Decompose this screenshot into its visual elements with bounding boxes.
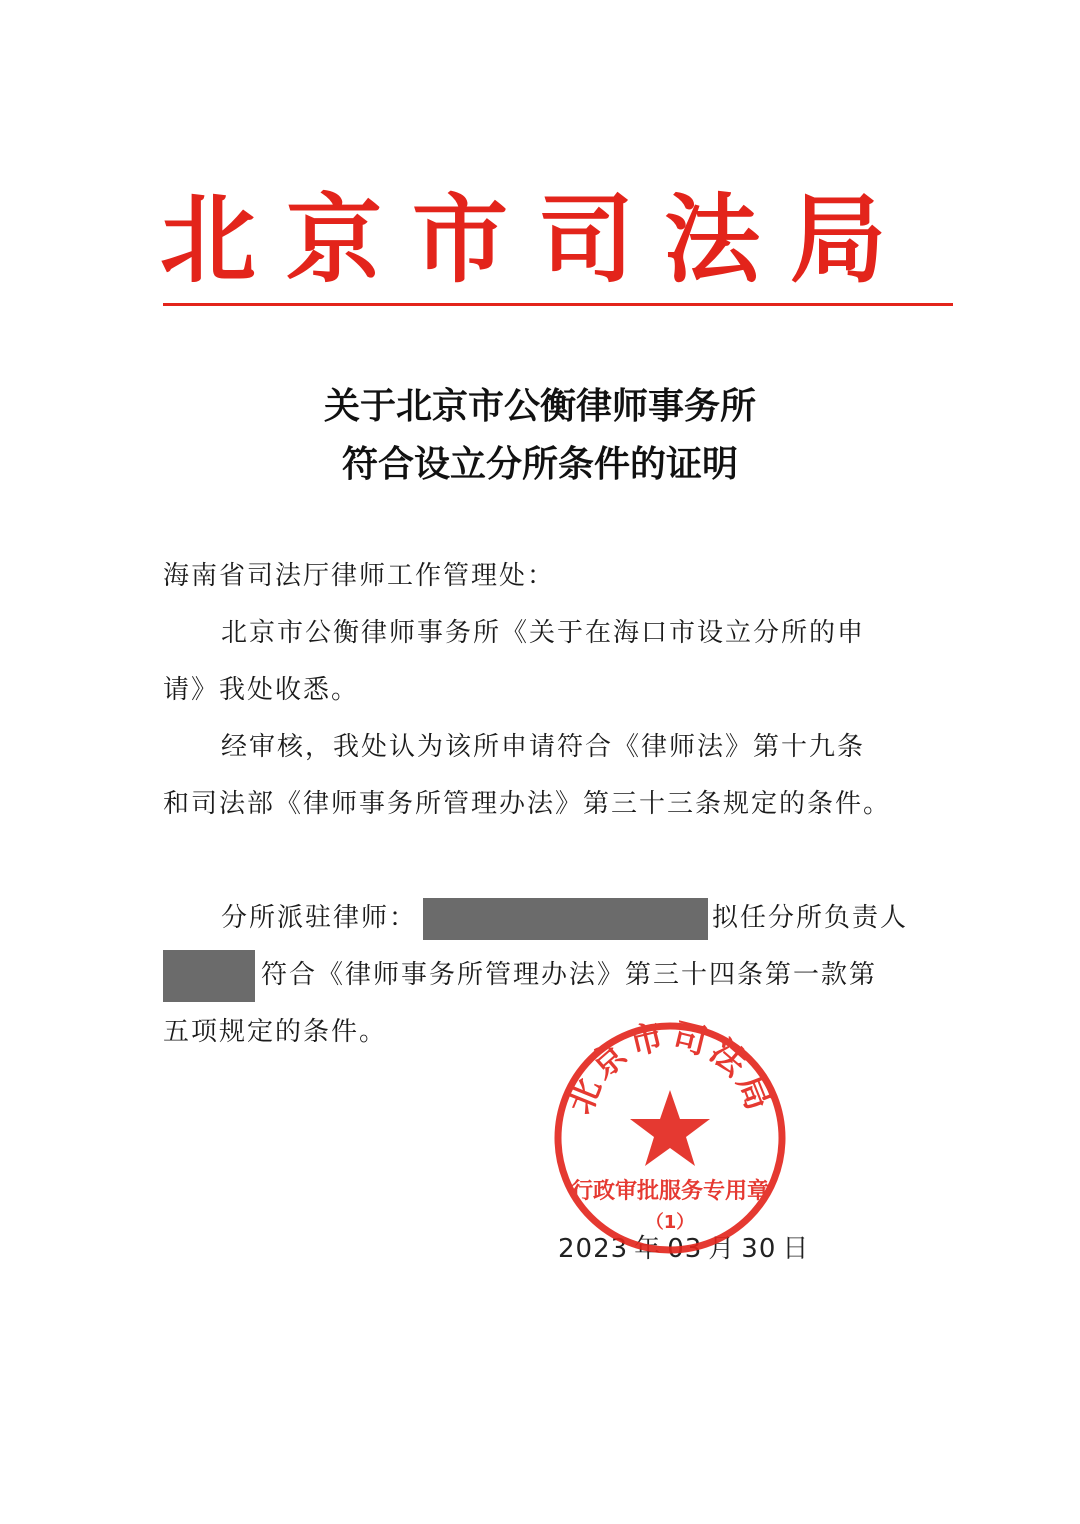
letterhead-agency-name: 北京市司法局 <box>160 184 916 296</box>
paragraph-3-line-2 <box>163 947 893 1004</box>
paragraph-2-line-1: 经审核，我处认为该所申请符合《律师法》第十九条 <box>221 732 866 762</box>
date-month: 03 <box>667 1234 703 1264</box>
title-line-2: 符合设立分所条件的证明 <box>341 444 738 485</box>
date-day: 30 <box>741 1234 777 1264</box>
branch-head-label: 拟任分所负责人 <box>712 903 909 933</box>
letterhead-rule <box>163 303 953 306</box>
redacted-head-name <box>163 950 255 1002</box>
redacted-lawyer-names <box>423 898 708 940</box>
document-title <box>160 378 920 494</box>
official-seal-stamp <box>550 1018 790 1258</box>
seal-top-text: 北京市司法局 <box>559 1018 781 1120</box>
paragraph-2-line-2: 和司法部《律师事务所管理办法》第三十三条规定的条件。 <box>163 789 892 819</box>
date-year: 2023 <box>558 1234 629 1264</box>
seal-bottom-text: 行政审批服务专用章 <box>570 1179 770 1204</box>
date-year-unit: 年 <box>634 1234 662 1264</box>
seal-number: （1） <box>645 1212 695 1233</box>
paragraph-3-line-2-text: 符合《律师事务所管理办法》第三十四条第一款第 <box>261 960 878 990</box>
document-body <box>163 548 909 1061</box>
paragraph-1-line-2: 请》我处收悉。 <box>163 675 360 705</box>
title-line-1: 关于北京市公衡律师事务所 <box>323 386 756 427</box>
blank-line <box>163 833 893 890</box>
lawyer-label: 分所派驻律师： <box>221 903 418 933</box>
paragraph-3-line-1 <box>163 890 909 947</box>
recipient-line: 海南省司法厅律师工作管理处： <box>163 561 556 591</box>
date-day-unit: 日 <box>782 1234 810 1264</box>
paragraph-3-line-3: 五项规定的条件。 <box>163 1017 388 1047</box>
seal-star-icon <box>630 1090 710 1166</box>
date-month-unit: 月 <box>708 1234 736 1264</box>
paragraph-1-line-1: 北京市公衡律师事务所《关于在海口市设立分所的申 <box>221 618 866 648</box>
